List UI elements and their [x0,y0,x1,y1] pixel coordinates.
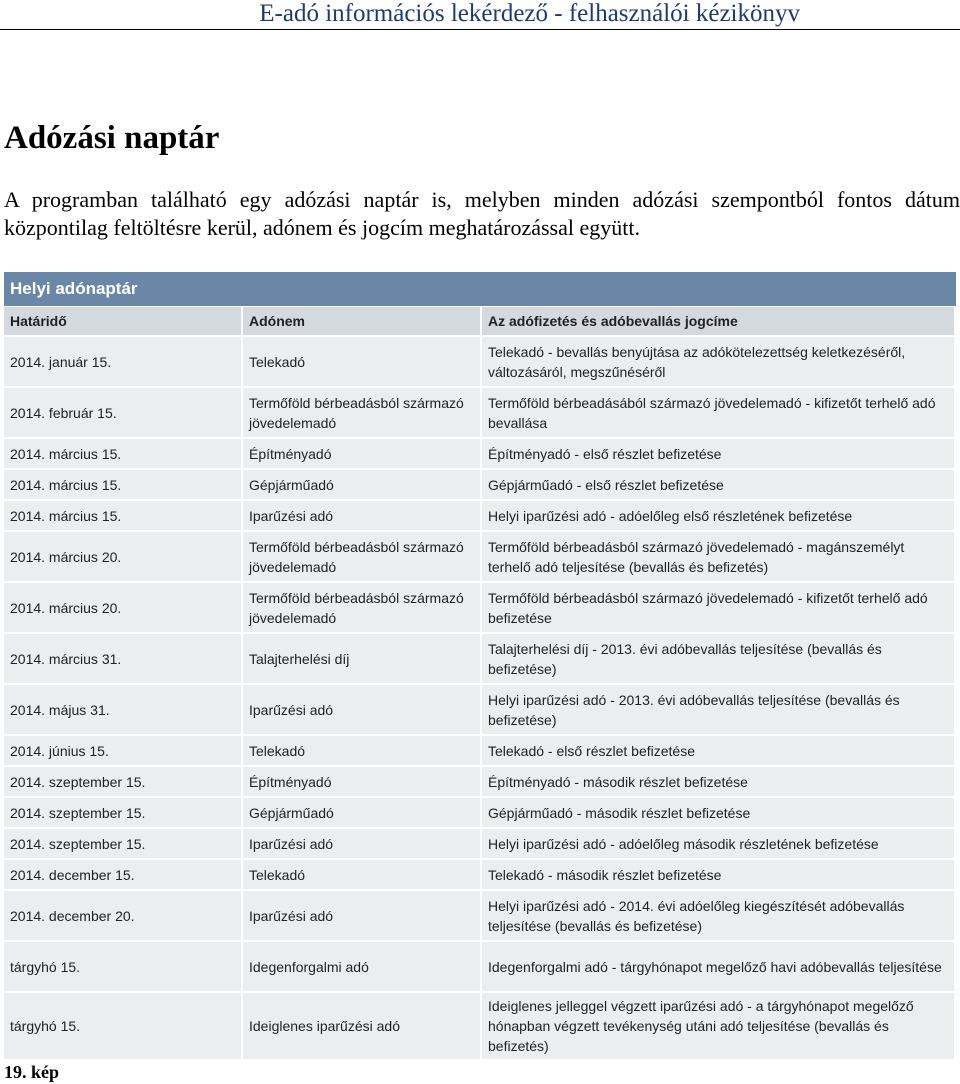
table-row [4,388,956,439]
deadline-cell: tárgyhó 15. [4,942,243,993]
running-header: E-adó információs lekérdező - felhasználói kézikönyv [0,0,960,30]
table-row [4,993,956,1060]
tax-type-cell: Iparűzési adó [243,501,482,532]
deadline-cell: 2014. március 15. [4,501,243,532]
legal-basis-cell: Talajterhelési díj - 2013. évi adóbevallás teljesítése (bevallás és befizetése) [482,634,956,685]
deadline-cell: 2014. március 15. [4,439,243,470]
table-row [4,532,956,583]
table-row [4,439,956,470]
tax-type-cell: Termőföld bérbeadásból származó jövedelemadó [243,583,482,634]
table-row [4,829,956,860]
legal-basis-cell: Telekadó - bevallás benyújtása az adókötelezettség keletkezéséről, változásáról, megszűnéséről [482,337,956,388]
deadline-cell: 2014. június 15. [4,736,243,767]
legal-basis-cell: Telekadó - második részlet befizetése [482,860,956,891]
tax-type-cell: Iparűzési adó [243,829,482,860]
table-row [4,767,956,798]
column-header-tax-type: Adónem [243,307,482,337]
tax-type-cell: Termőföld bérbeadásból származó jövedelemadó [243,388,482,439]
legal-basis-cell: Helyi iparűzési adó - adóelőleg első részletének befizetése [482,501,956,532]
table-row [4,470,956,501]
legal-basis-cell: Termőföld bérbeadásból származó jövedelemadó - magánszemélyt terhelő adó teljesítése (bevallás és befizetés) [482,532,956,583]
deadline-cell: 2014. február 15. [4,388,243,439]
deadline-cell: 2014. március 31. [4,634,243,685]
table-row [4,798,956,829]
legal-basis-cell: Helyi iparűzési adó - adóelőleg második részletének befizetése [482,829,956,860]
legal-basis-cell: Idegenforgalmi adó - tárgyhónapot megelőző havi adóbevallás teljesítése [482,942,956,993]
table-row [4,942,956,993]
tax-type-cell: Telekadó [243,337,482,388]
section-title: Adózási naptár [4,120,220,156]
legal-basis-cell: Termőföld bérbeadásból származó jövedelemadó - kifizetőt terhelő adó befizetése [482,583,956,634]
intro-paragraph: A programban található egy adózási naptár is, melyben minden adózási szempontból fontos dátum központilag feltöltésre kerül, adónem és jogcím meghatározással együtt. [4,187,960,240]
tax-type-cell: Építményadó [243,439,482,470]
legal-basis-cell: Helyi iparűzési adó - 2013. évi adóbevallás teljesítése (bevallás és befizetése) [482,685,956,736]
table-row [4,501,956,532]
tax-type-cell: Gépjárműadó [243,798,482,829]
deadline-cell: 2014. szeptember 15. [4,767,243,798]
deadline-cell: 2014. március 15. [4,470,243,501]
legal-basis-cell: Telekadó - első részlet befizetése [482,736,956,767]
table-row [4,685,956,736]
legal-basis-cell: Építményadó - második részlet befizetése [482,767,956,798]
tax-type-cell: Termőföld bérbeadásból származó jövedelemadó [243,532,482,583]
deadline-cell: 2014. május 31. [4,685,243,736]
tax-type-cell: Ideiglenes iparűzési adó [243,993,482,1060]
tax-type-cell: Talajterhelési díj [243,634,482,685]
tax-type-cell: Iparűzési adó [243,891,482,942]
tax-calendar-table [4,307,956,1060]
deadline-cell: 2014. március 20. [4,583,243,634]
table-row [4,634,956,685]
tax-type-cell: Gépjárműadó [243,470,482,501]
table-body [4,337,956,1060]
table-header-row [4,307,956,337]
table-row [4,337,956,388]
panel-title: Helyi adónaptár [4,272,956,307]
column-header-legal-basis: Az adófizetés és adóbevallás jogcíme [482,307,956,337]
legal-basis-cell: Gépjárműadó - második részlet befizetése [482,798,956,829]
table-row [4,736,956,767]
legal-basis-cell: Gépjárműadó - első részlet befizetése [482,470,956,501]
deadline-cell: 2014. március 20. [4,532,243,583]
legal-basis-cell: Építményadó - első részlet befizetése [482,439,956,470]
legal-basis-cell: Helyi iparűzési adó - 2014. évi adóelőleg kiegészítését adóbevallás teljesítése (bevallás és befizetése) [482,891,956,942]
deadline-cell: 2014. december 15. [4,860,243,891]
deadline-cell: 2014. szeptember 15. [4,829,243,860]
deadline-cell: 2014. szeptember 15. [4,798,243,829]
deadline-cell: tárgyhó 15. [4,993,243,1060]
tax-type-cell: Telekadó [243,736,482,767]
tax-type-cell: Iparűzési adó [243,685,482,736]
table-row [4,583,956,634]
legal-basis-cell: Ideiglenes jelleggel végzett iparűzési adó - a tárgyhónapot megelőző hónapban végzett tevékenység utáni adó teljesítése (bevallás és befizetés) [482,993,956,1060]
tax-type-cell: Építményadó [243,767,482,798]
table-row [4,860,956,891]
deadline-cell: 2014. január 15. [4,337,243,388]
legal-basis-cell: Termőföld bérbeadásából származó jövedelemadó - kifizetőt terhelő adó bevallása [482,388,956,439]
tax-calendar-screenshot [4,272,956,1060]
tax-type-cell: Telekadó [243,860,482,891]
table-row [4,891,956,942]
tax-type-cell: Idegenforgalmi adó [243,942,482,993]
column-header-deadline: Határidő [4,307,243,337]
deadline-cell: 2014. december 20. [4,891,243,942]
figure-caption: 19. kép [4,1062,60,1082]
